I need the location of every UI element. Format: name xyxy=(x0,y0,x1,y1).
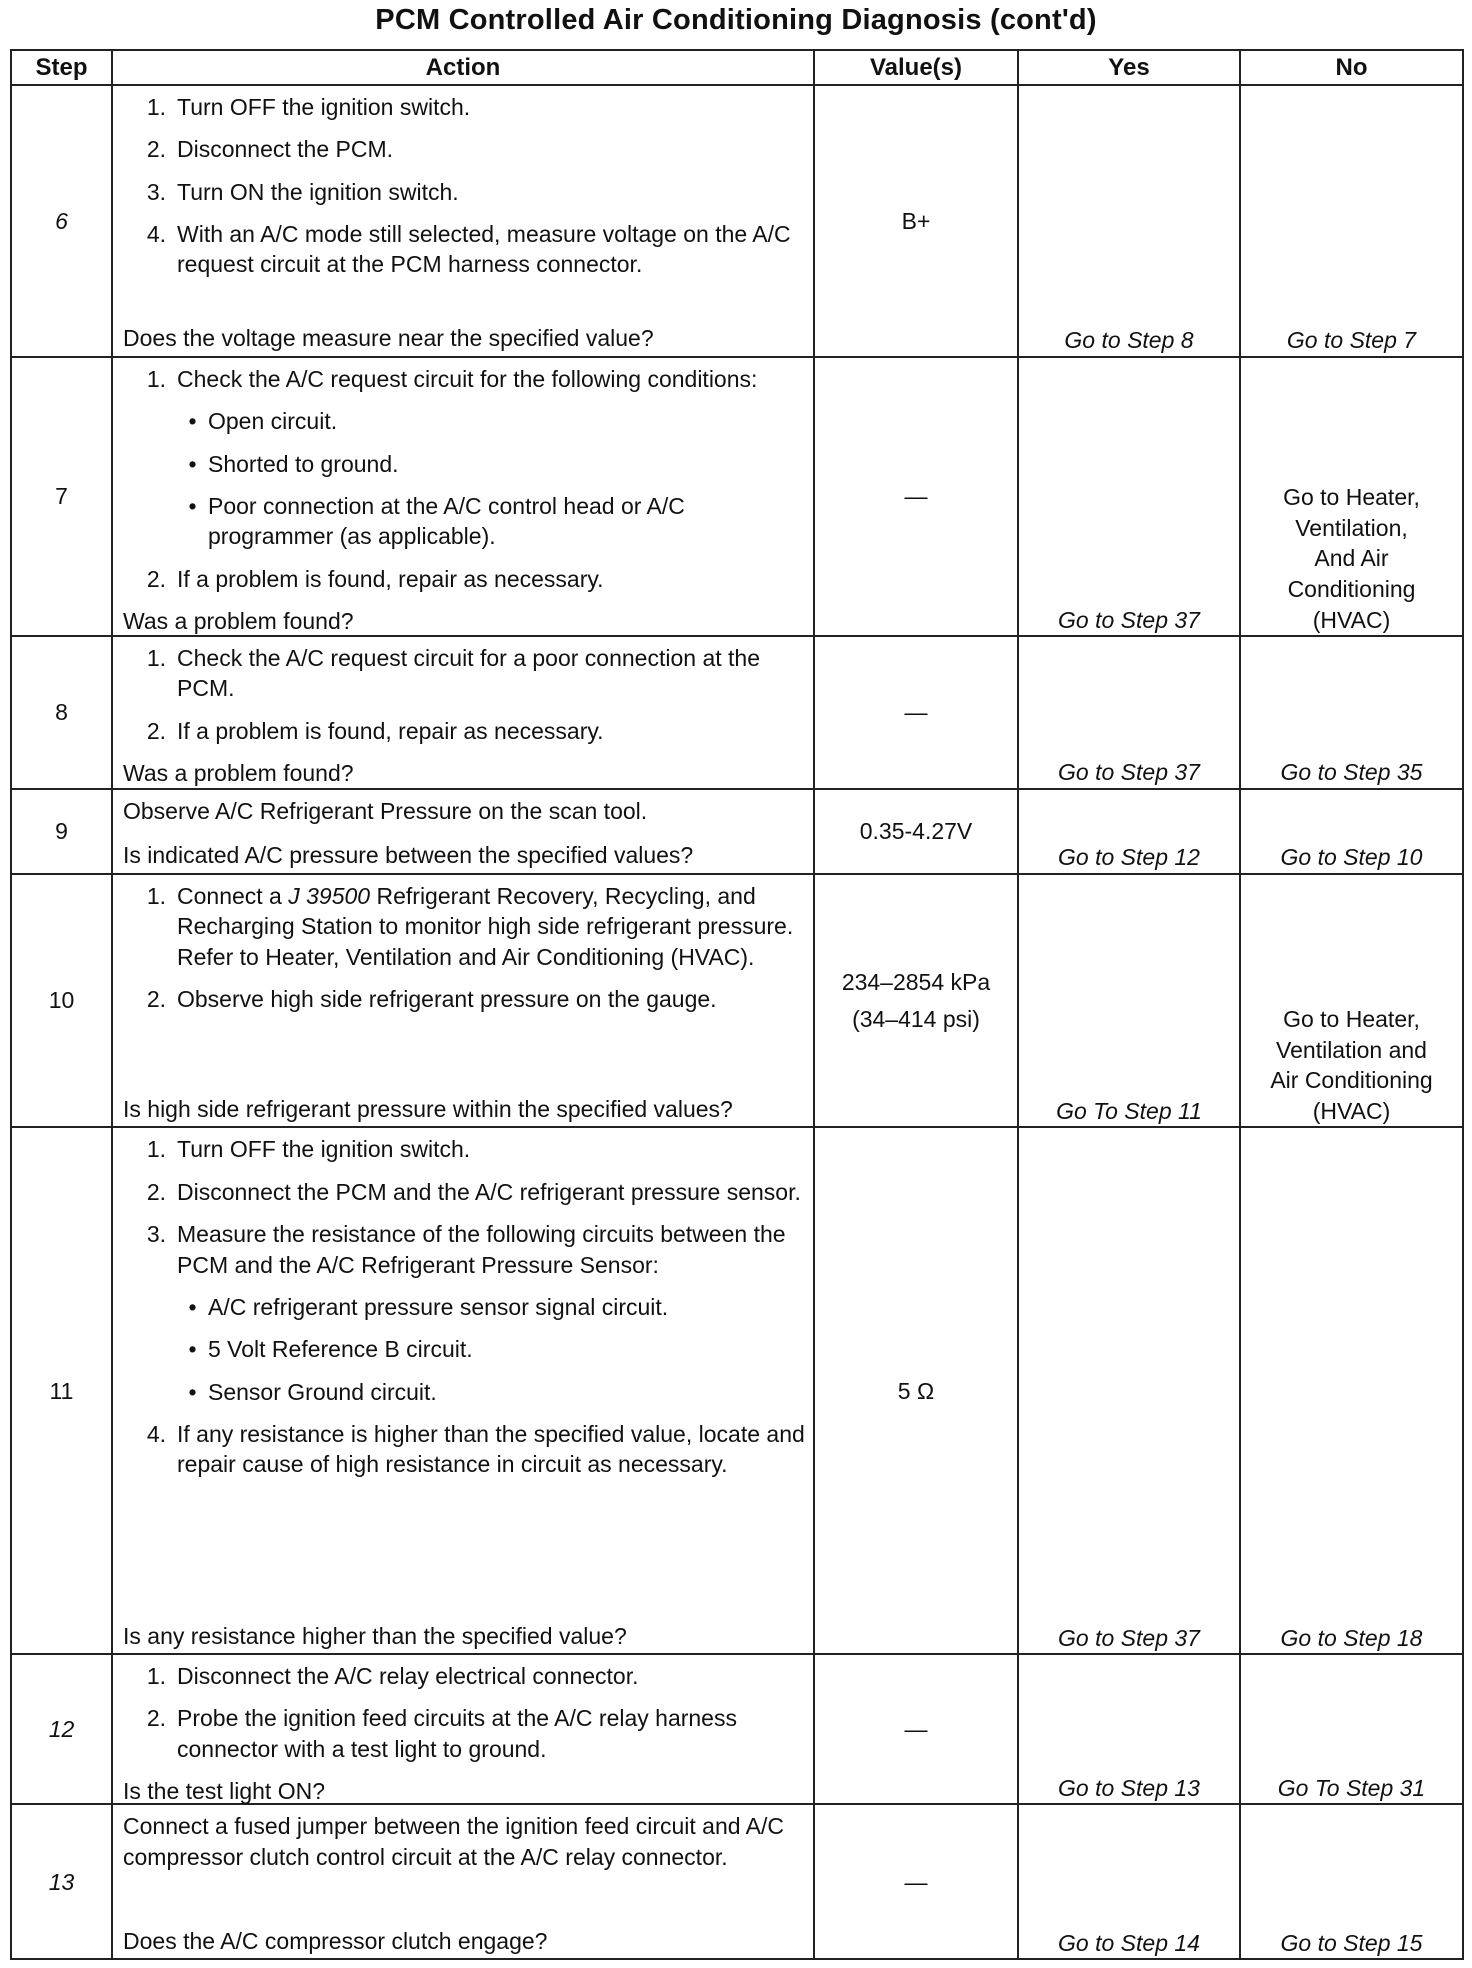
table-row xyxy=(11,85,1463,357)
step-number: 6 xyxy=(11,85,112,357)
value-cell: 5 Ω xyxy=(814,1127,1018,1654)
table-row xyxy=(11,789,1463,874)
step-number: 13 xyxy=(11,1804,112,1959)
value-cell: B+ xyxy=(814,85,1018,357)
yes-cell: Go to Step 37 xyxy=(1018,1127,1240,1654)
no-cell: Go to Step 18 xyxy=(1240,1127,1463,1654)
action-cell xyxy=(112,1804,814,1959)
yes-cell: Go to Step 13 xyxy=(1018,1654,1240,1804)
action-item: 2. Observe high side refrigerant pressure on the gauge. xyxy=(146,985,717,1012)
table-row xyxy=(11,1654,1463,1804)
yes-cell: Go to Step 37 xyxy=(1018,636,1240,788)
action-text: Observe A/C Refrigerant Pressure on the scan tool. xyxy=(123,797,648,824)
action-item: 2. Disconnect the PCM. xyxy=(146,136,394,163)
yes-cell: Go To Step 11 xyxy=(1018,874,1240,1128)
action-cell xyxy=(112,1127,814,1654)
action-question: Is high side refrigerant pressure within the specified values? xyxy=(123,1096,733,1123)
table-row xyxy=(11,1804,1463,1959)
action-question: Is any resistance higher than the specified value? xyxy=(123,1622,627,1649)
no-cell xyxy=(1240,357,1463,636)
hvac-reference: Go to Heater, Ventilation and Air Conditioning (HVAC) xyxy=(1270,1006,1433,1124)
action-item: 1. Check the A/C request circuit for a poor connection at the PCM. xyxy=(146,645,760,702)
value-cell: — xyxy=(814,636,1018,788)
value-cell: 0.35-4.27V xyxy=(814,789,1018,874)
action-item: 4. With an A/C mode still selected, measure voltage on the A/C request circuit at the PCM harness connector. xyxy=(146,221,791,278)
step-number: 12 xyxy=(11,1654,112,1804)
header-action: Action xyxy=(112,50,814,85)
action-item: 1. Turn OFF the ignition switch. xyxy=(146,1136,471,1163)
action-item: 3. Turn ON the ignition switch. xyxy=(146,178,459,205)
action-question: Does the voltage measure near the specified value? xyxy=(123,325,654,352)
tool-reference: J 39500 xyxy=(288,882,371,909)
bullet-item: • Shorted to ground. xyxy=(188,450,399,477)
yes-cell: Go to Step 12 xyxy=(1018,789,1240,874)
page-title: PCM Controlled Air Conditioning Diagnosis (cont'd) xyxy=(375,4,1097,36)
header-step: Step xyxy=(11,50,112,85)
step-number: 10 xyxy=(11,874,112,1128)
action-item: 1. Disconnect the A/C relay electrical connector. xyxy=(146,1663,639,1690)
diagnosis-table xyxy=(10,49,1464,1960)
yes-cell: Go to Step 37 xyxy=(1018,357,1240,636)
no-cell: Go to Step 10 xyxy=(1240,789,1463,874)
table-row xyxy=(11,874,1463,1128)
action-cell xyxy=(112,85,814,357)
action-question: Was a problem found? xyxy=(123,607,354,634)
table-header-row xyxy=(11,50,1463,85)
no-cell: Go to Step 7 xyxy=(1240,85,1463,357)
bullet-item: • Poor connection at the A/C control head or A/C programmer (as applicable). xyxy=(188,492,685,550)
action-question: Is the test light ON? xyxy=(123,1778,325,1805)
step-number: 9 xyxy=(11,789,112,874)
bullet-item: • Sensor Ground circuit. xyxy=(188,1378,437,1405)
bullet-item: • A/C refrigerant pressure sensor signal circuit. xyxy=(188,1293,669,1320)
header-values: Value(s) xyxy=(814,50,1018,85)
table-row xyxy=(11,1127,1463,1654)
action-item: 2. If a problem is found, repair as necessary. xyxy=(146,717,604,744)
action-item: 4. If any resistance is higher than the specified value, locate and repair cause of high resistance in circuit as necessary. xyxy=(146,1421,805,1478)
action-cell xyxy=(112,789,814,874)
value-cell: — xyxy=(814,1654,1018,1804)
no-cell xyxy=(1240,874,1463,1128)
no-cell: Go To Step 31 xyxy=(1240,1654,1463,1804)
step-number: 7 xyxy=(11,357,112,636)
yes-cell: Go to Step 8 xyxy=(1018,85,1240,357)
value-kpa: 234–2854 kPa xyxy=(841,969,991,996)
table-row xyxy=(11,357,1463,636)
action-cell xyxy=(112,874,814,1128)
action-item: 3. Measure the resistance of the following circuits between the PCM and the A/C Refrigerant Pressure Sensor: xyxy=(146,1221,786,1278)
table-row xyxy=(11,636,1463,788)
header-yes: Yes xyxy=(1018,50,1240,85)
action-item: 1. Connect a J 39500 Refrigerant Recovery, Recycling, and Recharging Station to monitor high side refrigerant pressure. Refer to Heater, Ventilation and Air Conditioning (HVAC). xyxy=(146,882,794,970)
hvac-reference: Go to Heater, Ventilation, And Air Conditioning (HVAC) xyxy=(1283,484,1420,633)
step-number: 8 xyxy=(11,636,112,788)
bullet-item: • Open circuit. xyxy=(188,408,338,435)
no-cell: Go to Step 15 xyxy=(1240,1804,1463,1959)
action-cell xyxy=(112,357,814,636)
value-cell: — xyxy=(814,357,1018,636)
action-text: Connect a fused jumper between the ignition feed circuit and A/C compressor clutch control circuit at the A/C relay connector. xyxy=(123,1813,785,1870)
value-cell xyxy=(814,874,1018,1128)
bullet-item: • 5 Volt Reference B circuit. xyxy=(188,1336,473,1363)
action-cell xyxy=(112,1654,814,1804)
action-item: 2. Disconnect the PCM and the A/C refrigerant pressure sensor. xyxy=(146,1178,801,1205)
action-question: Was a problem found? xyxy=(123,760,354,787)
value-cell: — xyxy=(814,1804,1018,1959)
action-question: Is indicated A/C pressure between the specified values? xyxy=(123,842,694,869)
action-item: 2. If a problem is found, repair as necessary. xyxy=(146,565,604,592)
action-item: 2. Probe the ignition feed circuits at the A/C relay harness connector with a test light to ground. xyxy=(146,1705,737,1762)
action-question: Does the A/C compressor clutch engage? xyxy=(123,1927,548,1954)
yes-cell: Go to Step 14 xyxy=(1018,1804,1240,1959)
action-item: 1. Turn OFF the ignition switch. xyxy=(146,94,471,120)
action-item: 1. Check the A/C request circuit for the following conditions: xyxy=(146,365,758,392)
no-cell: Go to Step 35 xyxy=(1240,636,1463,788)
step-number: 11 xyxy=(11,1127,112,1654)
header-no: No xyxy=(1240,50,1463,85)
action-cell xyxy=(112,636,814,788)
value-psi: (34–414 psi) xyxy=(852,1005,980,1032)
